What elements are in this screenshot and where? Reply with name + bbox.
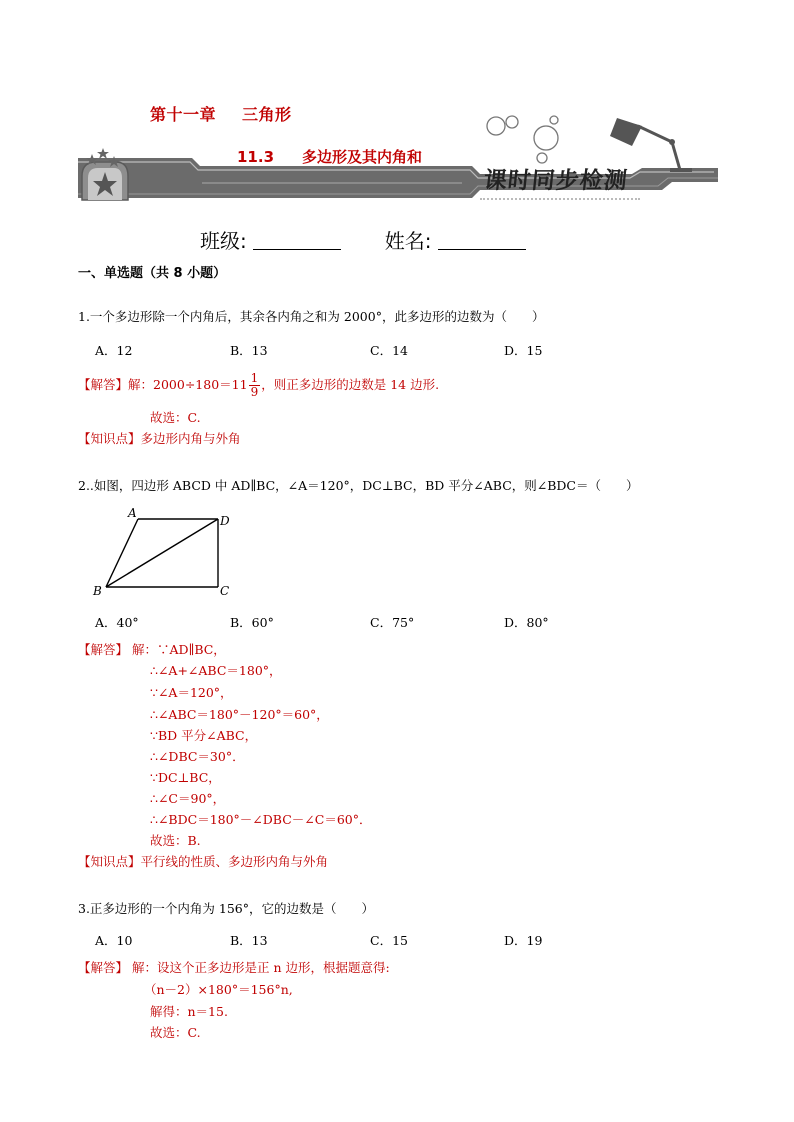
name-blank[interactable] — [438, 231, 526, 250]
banner-title: 课时同步检测 — [482, 167, 630, 194]
q2-answer-line-8: ∴∠C＝90°， — [150, 791, 226, 806]
student-info-row — [200, 225, 526, 254]
q2-option-b: B．60° — [230, 615, 274, 630]
q1-choice: 故选：C. — [150, 410, 201, 425]
q1-fraction-num: 1 — [250, 371, 259, 385]
q3-answer-line-1: 解：设这个正多边形是正 n 边形，根据题意得: — [132, 960, 390, 975]
q3-option-d: D．19 — [504, 933, 543, 948]
q3-answer-line-3: 解得：n＝15. — [150, 1004, 228, 1019]
q2-option-c: C．75° — [370, 615, 415, 630]
q2-answer-line-9: ∴∠BDC＝180°－∠DBC－∠C＝60°． — [150, 812, 372, 827]
q2-kp-tag: 【知识点】 — [78, 854, 141, 869]
q2-answer-line-3: ∵∠A＝120°， — [150, 685, 233, 700]
label-d: D — [220, 514, 230, 528]
chapter-title: 三角形 — [242, 105, 292, 124]
q3-option-c: C．15 — [370, 933, 408, 948]
label-a: A — [128, 506, 137, 520]
class-blank[interactable] — [253, 231, 341, 250]
q1-answer-post: ，则正多边形的边数是 14 边形. — [261, 377, 440, 392]
q1-fraction-den: 9 — [250, 385, 259, 399]
label-b: B — [93, 584, 102, 598]
section-title: 多边形及其内角和 — [302, 148, 423, 166]
q2-answer-tag: 【解答】 — [78, 642, 129, 657]
q2-option-d: D．80° — [504, 615, 549, 630]
section-number: 11.3 — [237, 148, 275, 166]
question-3-stem: 3.正多边形的一个内角为 156°，它的边数是（ ） — [78, 901, 375, 916]
chapter-heading — [150, 102, 292, 125]
q1-fraction — [249, 372, 261, 399]
q1-knowledge-point — [78, 429, 241, 447]
q1-answer-tag: 【解答】 — [78, 377, 129, 392]
question-2-stem: 2..如图，四边形 ABCD 中 AD∥BC，∠A＝120°，DC⊥BC，BD 平分∠ABC，则∠BDC＝（ ） — [78, 478, 639, 493]
q2-answer-line-1: 解：∵AD∥BC， — [132, 642, 226, 657]
q2-answer-line-2: ∴∠A+∠ABC＝180°， — [150, 663, 282, 678]
q1-answer — [78, 372, 439, 399]
q1-option-b: B．13 — [230, 343, 268, 358]
section-heading — [237, 146, 422, 167]
q2-answer-line-7: ∵DC⊥BC， — [150, 770, 221, 785]
star-badge-icon — [82, 148, 128, 200]
q1-answer-pre: 解：2000÷180＝11 — [128, 377, 248, 392]
banner-dots — [480, 195, 640, 200]
q1-option-c: C．14 — [370, 343, 408, 358]
q2-answer-line-6: ∴∠DBC＝30°． — [150, 749, 245, 764]
label-c: C — [220, 584, 230, 598]
q1-option-d: D．15 — [504, 343, 543, 358]
diagonal-bd — [106, 519, 218, 587]
q1-option-a: A．12 — [95, 343, 133, 358]
q2-answer-line-4: ∴∠ABC＝180°－120°＝60°， — [150, 707, 329, 722]
q3-option-a: A．10 — [95, 933, 133, 948]
question-1-stem: 1.一个多边形除一个内角后，其余各内角之和为 2000°，此多边形的边数为（ ） — [78, 309, 545, 324]
q2-figure — [90, 505, 240, 605]
bubbles-icon — [487, 116, 558, 163]
q1-kp-text: 多边形内角与外角 — [140, 431, 241, 446]
class-label: 班级: — [200, 229, 247, 253]
q2-knowledge-point — [78, 852, 328, 870]
name-label: 姓名: — [384, 229, 432, 253]
section-heading-single-choice: 一、单选题（共 8 小题） — [78, 266, 227, 281]
q1-kp-tag: 【知识点】 — [78, 431, 141, 446]
q2-answer-line-10: 故选：B. — [150, 833, 201, 848]
q3-option-b: B．13 — [230, 933, 268, 948]
q3-answer-line-4: 故选：C. — [150, 1025, 201, 1040]
q2-answer-line-5: ∵BD 平分∠ABC， — [150, 728, 258, 743]
q2-kp-text: 平行线的性质、多边形内角与外角 — [140, 854, 329, 869]
q2-option-a: A．40° — [95, 615, 139, 630]
q3-answer-line-2: （n－2）×180°＝156°n, — [144, 982, 293, 997]
chapter-number: 第十一章 — [150, 105, 217, 124]
q3-answer-tag: 【解答】 — [78, 960, 129, 975]
